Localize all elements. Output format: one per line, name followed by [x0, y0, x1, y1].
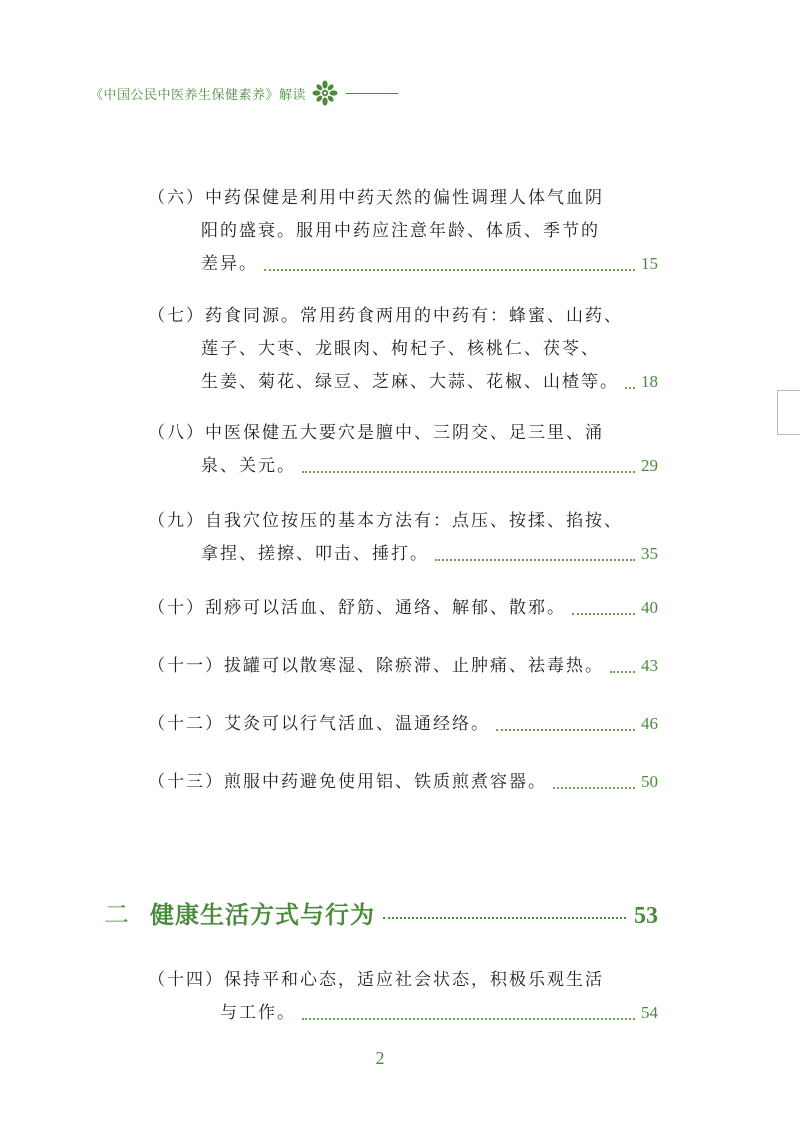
- section-title: 健康生活方式与行为: [150, 901, 375, 929]
- running-header: [90, 79, 398, 107]
- leader-dots: [496, 729, 635, 731]
- page-number: 40: [641, 598, 658, 617]
- leader-dots: [610, 671, 635, 673]
- page-number: 15: [641, 254, 658, 273]
- entry-text: 艾灸可以行气活血、温通经络。: [224, 714, 490, 734]
- entry-number: （十三）: [148, 772, 224, 792]
- entry-text: 保持平和心态，适应社会状态，积极乐观生活: [224, 970, 604, 990]
- entry-text: 自我穴位按压的基本方法有：点压、按揉、掐按、: [205, 511, 623, 531]
- entry-number: （十）: [148, 598, 205, 618]
- entry-text: 阳的盛衰。服用中药应注意年龄、体质、季节的: [201, 221, 600, 241]
- toc-entry[interactable]: [148, 418, 658, 484]
- toc-entry[interactable]: [148, 965, 658, 1031]
- page-number: 43: [641, 656, 658, 675]
- flower-emblem-icon: [312, 80, 338, 106]
- entry-text: 拔罐可以散寒湿、除瘀滞、止肿痛、祛毒热。: [224, 656, 604, 676]
- section-number: 二: [104, 900, 130, 929]
- leader-dots: [264, 269, 635, 271]
- page-number: 46: [641, 714, 658, 733]
- entry-text: 中药保健是利用中药天然的偏性调理人体气血阴: [205, 188, 604, 208]
- toc-entry[interactable]: [148, 593, 658, 626]
- entry-text: 药食同源。常用药食两用的中药有：蜂蜜、山药、: [205, 306, 623, 326]
- entry-text: 刮痧可以活血、舒筋、通络、解郁、散邪。: [205, 598, 566, 618]
- leader-dots: [553, 787, 635, 789]
- entry-text: 莲子、大枣、龙眼肉、枸杞子、核桃仁、茯苓、: [201, 339, 600, 359]
- leader-dots: [572, 613, 635, 615]
- header-rule: [346, 93, 398, 94]
- entry-number: （六）: [148, 188, 205, 208]
- toc-entry[interactable]: [148, 301, 658, 400]
- book-title: 《中国公民中医养生保健素养》解读: [90, 87, 307, 103]
- toc-entry[interactable]: [148, 767, 658, 800]
- entry-text: 拿捏、搓擦、叩击、捶打。: [201, 544, 429, 564]
- entry-text: 泉、关元。: [201, 456, 296, 476]
- entry-number: （八）: [148, 423, 205, 443]
- entry-number: （十四）: [148, 970, 224, 990]
- toc-entry[interactable]: [148, 709, 658, 742]
- entry-number: （九）: [148, 511, 205, 531]
- leader-dots: [302, 471, 635, 473]
- section-heading[interactable]: [104, 895, 658, 929]
- entry-text: 差异。: [201, 254, 258, 274]
- leader-dots: [302, 1018, 635, 1020]
- toc-entry[interactable]: [148, 651, 658, 684]
- leader-dots: [625, 387, 635, 389]
- edge-tab: [777, 390, 800, 435]
- entry-number: （七）: [148, 306, 205, 326]
- page-number: 35: [641, 544, 658, 563]
- toc-entry[interactable]: [148, 183, 658, 282]
- entry-number: （十一）: [148, 656, 224, 676]
- toc-entry[interactable]: [148, 506, 658, 572]
- entry-text: 与工作。: [220, 1003, 296, 1023]
- section-page-number: 53: [634, 903, 658, 929]
- entry-text: 中医保健五大要穴是膻中、三阴交、足三里、涌: [205, 423, 604, 443]
- folio-page-number: 2: [375, 1048, 385, 1068]
- page-number: 54: [641, 1003, 658, 1022]
- entry-text: 煎服中药避免使用铝、铁质煎煮容器。: [224, 772, 547, 792]
- page-number: 29: [641, 456, 658, 475]
- entry-text: 生姜、菊花、绿豆、芝麻、大蒜、花椒、山楂等。: [201, 372, 619, 392]
- leader-dots: [435, 559, 635, 561]
- leader-dots: [383, 917, 626, 919]
- entry-number: （十二）: [148, 714, 224, 734]
- page-number: 50: [641, 772, 658, 791]
- page-number: 18: [641, 372, 658, 391]
